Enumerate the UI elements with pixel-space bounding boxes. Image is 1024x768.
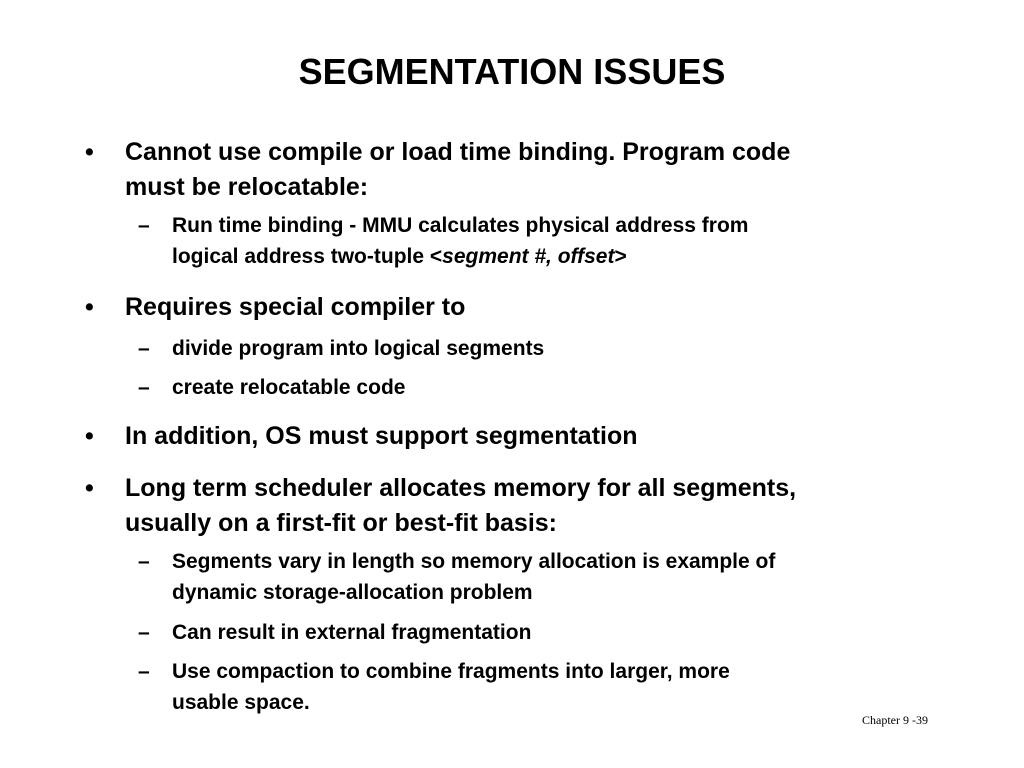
sub-bullet-text: [172, 372, 932, 403]
bullet-text: [125, 419, 925, 454]
sub-bullet-text: [172, 617, 932, 648]
sub-bullet-line: Segments vary in length so memory allocation is example of: [172, 550, 776, 573]
sub-bullet-line: divide program into logical segments: [172, 337, 545, 360]
angle-close: >: [614, 245, 627, 268]
sub-bullet-marker: –: [138, 337, 150, 360]
bullet-marker: •: [85, 293, 94, 321]
bullet-marker: •: [85, 138, 94, 166]
bullet-line: Requires special compiler to: [125, 293, 466, 321]
bullet-line: must be relocatable:: [125, 173, 369, 201]
sub-bullet-text: [172, 210, 932, 272]
sub-bullet-line: Use compaction to combine fragments into larger, more: [172, 660, 730, 683]
bullet-text: [125, 135, 925, 205]
sub-bullet-line: Run time binding - MMU calculates physical address from: [172, 214, 749, 237]
sub-bullet-text: [172, 333, 932, 364]
bullet-marker: •: [85, 474, 94, 502]
bullet-line: In addition, OS must support segmentation: [125, 422, 638, 450]
sub-bullet-marker: –: [138, 621, 150, 644]
sub-bullet-line-text: logical address two-tuple: [172, 245, 430, 268]
sub-bullet-line: Can result in external fragmentation: [172, 621, 532, 644]
sub-bullet-marker: –: [138, 214, 150, 237]
bullet-line: usually on a first-fit or best-fit basis:: [125, 509, 557, 537]
sub-bullet-line: usable space.: [172, 691, 310, 714]
bullet-line: Long term scheduler allocates memory for all segments,: [125, 474, 797, 502]
sub-bullet-text: [172, 546, 932, 608]
bullet-marker: •: [85, 422, 94, 450]
slide-title: SEGMENTATION ISSUES: [298, 51, 726, 92]
sub-bullet-marker: –: [138, 550, 150, 573]
sub-bullet-marker: –: [138, 376, 150, 399]
bullet-text: [125, 290, 925, 325]
sub-bullet-text: [172, 656, 932, 718]
angle-open: <: [429, 245, 443, 268]
sub-bullet-line: create relocatable code: [172, 376, 406, 399]
sub-bullet-line: [172, 241, 932, 272]
slide-footer-page-number: Chapter 9 -39: [862, 713, 928, 727]
sub-bullet-marker: –: [138, 660, 150, 683]
bullet-line: Cannot use compile or load time binding. Program code: [125, 138, 791, 166]
bullet-text: [125, 471, 925, 541]
sub-bullet-line: dynamic storage-allocation problem: [172, 581, 533, 604]
tuple-italic: segment #, offset: [442, 245, 615, 268]
